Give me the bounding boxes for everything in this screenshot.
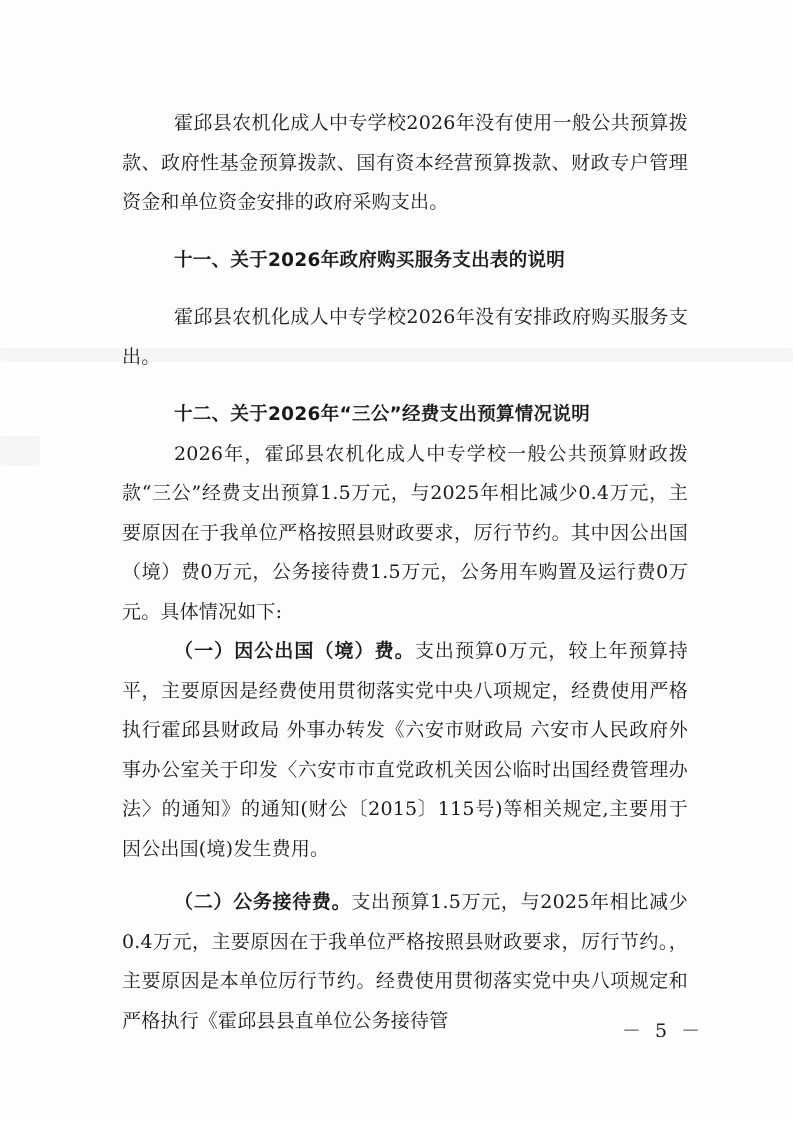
paragraph-procurement: 霍邱县农机化成人中专学校2026年没有使用一般公共预算拨款、政府性基金预算拨款、国有资本经营预算拨款、财政专户管理资金和单位资金安排的政府采购支出。 — [122, 112, 688, 213]
document-body — [122, 104, 688, 1041]
scan-smudge — [0, 436, 40, 466]
page-number: － 5 － — [622, 1020, 705, 1042]
section-heading-12: 十二、关于2026年“三公”经费支出预算情况说明 — [174, 404, 591, 425]
paragraph-three-public: 2026年，霍邱县农机化成人中专学校一般公共预算财政拨款“三公”经费支出预算1.5万元，与2025年相比减少0.4万元，主要原因在于我单位严格按照县财政要求，厉行节约。其中因公出国（境）费0万元，公务接待费1.5万元，公务用车购置及运行费0万元。具体情况如下: — [122, 442, 688, 623]
overseas-travel-text: 支出预算0万元，较上年预算持平，主要原因是经费使用贯彻落实党中央八项规定，经费使用严格执行霍邱县财政局 外事办转发《六安市财政局 六安市人民政府外事办公室关于印发〈六安市市直党政机关因公临时出国经费管理办法〉的通知》的通知(财公〔2015〕115号)等相关规定,主要用于因公出国(境)发生费用。 — [122, 640, 689, 860]
subheading-overseas-travel: （一）因公出国（境）费。 — [174, 640, 415, 662]
subheading-reception: （二）公务接待费。 — [174, 891, 352, 913]
section-heading-11: 十一、关于2026年政府购买服务支出表的说明 — [174, 249, 566, 271]
paragraph-overseas-travel — [122, 632, 688, 869]
paragraph-service-purchase: 霍邱县农机化成人中专学校2026年没有安排政府购买服务支出。 — [122, 306, 688, 368]
paragraph-reception — [122, 883, 688, 1041]
reception-text: 支出预算1.5万元，与2025年相比减少0.4万元，主要原因在于我单位严格按照县财政要求，厉行节约。，主要原因是本单位厉行节约。经费使用贯彻落实党中央八项规定和严格执行《霍邱县县直单位公务接待管 — [122, 891, 688, 1032]
